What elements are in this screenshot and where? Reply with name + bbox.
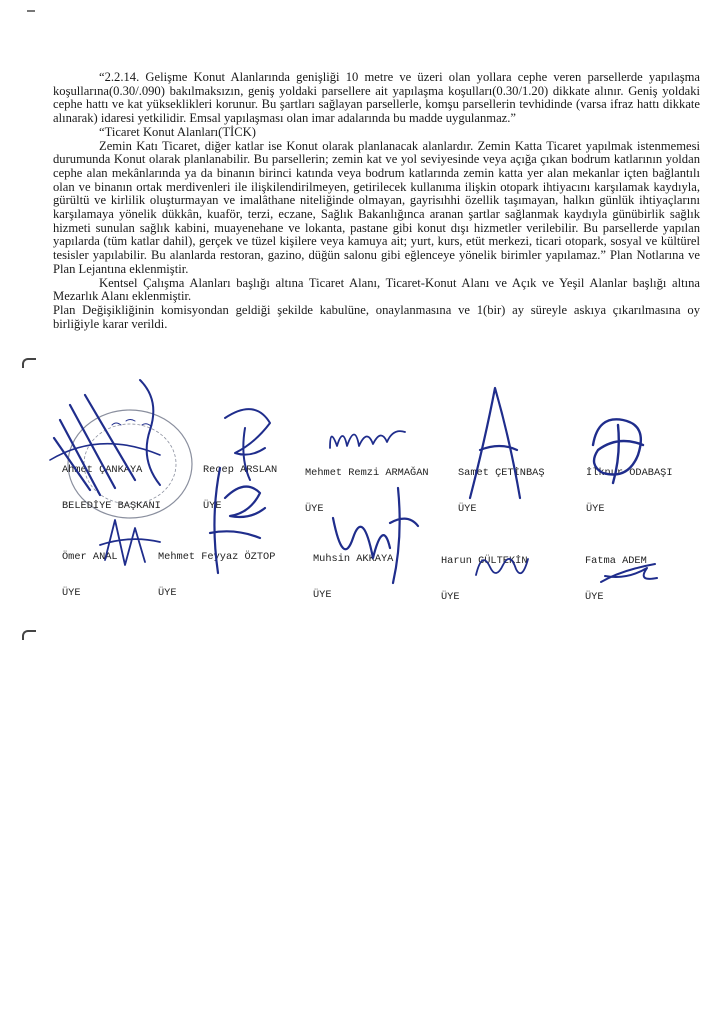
signatory-name: Harun GÜLTEKİN (441, 555, 528, 567)
signatory-title: ÜYE (305, 503, 324, 515)
signatory-name: Recep ARSLAN (203, 464, 278, 476)
signature-muhsin-akkaya (328, 478, 423, 588)
signatory-title: ÜYE (441, 591, 460, 603)
margin-bracket (22, 630, 36, 640)
signatory-name: Fatma ADEM (585, 555, 647, 567)
signatory-name: Muhsin AKKAYA (313, 553, 394, 565)
signatory-title: BELEDİYE BAŞKANI (62, 500, 161, 512)
signatory-title: ÜYE (585, 591, 604, 603)
signatory-title: ÜYE (158, 587, 177, 599)
signature-ilknur-odabasi (583, 405, 658, 485)
signatory-name: Ahmet ÇANKAYA (62, 464, 143, 476)
signatory-name: İlknur ODABAŞI (586, 467, 673, 479)
paragraph-decision: Plan Değişikliğinin komisyondan geldiği şekilde kabulüne, onaylanmasına ve 1(bir) ay süreyle askıya çıkarılmasına oy birliğiyle karar verildi. (53, 302, 700, 331)
signatory-name: Mehmet Remzi ARMAĞAN (305, 467, 429, 479)
signature-fatma-adem (597, 558, 662, 588)
signatory-name: Samet ÇETİNBAŞ (458, 467, 545, 479)
signature-mehmet-feyyaz-oztop (190, 458, 278, 578)
scan-mark (27, 10, 35, 12)
paragraph-article-2-2-14: “2.2.14. Gelişme Konut Alanlarında genişliği 10 metre ve üzeri olan yollara cephe veren parsellerde yapılaşma koşullarına(0.30/.090) bakılmaksızın, geniş yoldaki parsellere ait yapılaşma koşulları(0.30/1.20) dikkate alınır. Geniş yoldaki cephe hattı ve kat yükseklikleri korunur. Bu şartları sağlayan parsellerle, komşu parsellerin tevhidinde (varsa ifraz hattı dikkate alınarak) idaresi yetkilidir. Emsal yapılaşması olan imar adalarında bu madde uygulanmaz.” (53, 70, 700, 126)
signature-mehmet-remzi-armagan (325, 418, 410, 458)
document-body (53, 71, 700, 331)
margin-bracket (22, 358, 36, 368)
signature-omer-anal (95, 510, 165, 570)
signatory-title: ÜYE (313, 589, 332, 601)
signatory-name: Ömer ANAL (62, 551, 118, 563)
paragraph-heading-tick: “Ticaret Konut Alanları(TİCK) (99, 124, 256, 139)
paragraph-tick-description: Zemin Katı Ticaret, diğer katlar ise Konut olarak planlanacak alanlardır. Zemin Katta Ticaret yapılmak istenmemesi durumunda Konut olarak planlanabilir. Bu parsellerin; zemin kat ve yol seviyesinde veya açığa çıkan bodrum katlarının yoldan cephe alan mekânlarında ya da binanın birinci katında veya bodrum katlarında zemin katta yer alan mekanlar içten bağlantılı olan ve binanın ortak merdivenleri ile ilişkilendirilmeyen, getirilecek kullanıma ilişkin otopark ihtiyacını karşılamak kaydıyla, gürültü ve kirlilik oluşturmayan ve imalâthane niteliğinde olmayan, gayrisıhhi özellik taşımayan, halkın günlük ihtiyaçlarını karşılamaya yönelik dükkân, kuaför, terzi, eczane, Sağlık Bakanlığınca aranan şartlar sağlanmak kaydıyla günübirlik sağlık hizmeti sunulan sağlık kabini, muayenehane ve lokanta, pastane gibi konut dışı hizmetler verilebilir. Bu parsellerde yapılan yapılarda (tüm katlar dahil), gerçek ve tüzel kişilere veya kamuya ait; yurt, kurs, etüt merkezi, ticari otopark, sosyal ve kültürel tesisler yapılabilir. Bu alanlarda restoran, gazino, düğün salonu gibi eğlenceye yönelik birimler yapılamaz.” Plan Notlarına ve Plan Lejantına eklenmiştir. (53, 138, 700, 276)
signatory-title: ÜYE (586, 503, 605, 515)
paragraph-urban-work-areas: Kentsel Çalışma Alanları başlığı altına Ticaret Alanı, Ticaret-Konut Alanı ve Açık ve Yeşil Alanlar başlığı altına Mezarlık Alanı eklenmiştir. (53, 275, 700, 304)
signature-mayor (40, 360, 200, 505)
signatory-title: ÜYE (62, 587, 81, 599)
signatory-title: ÜYE (203, 500, 222, 512)
signatory-name: Mehmet Feyyaz ÖZTOP (158, 551, 276, 563)
signature-samet-cetinbas (455, 380, 535, 505)
signature-harun-gultekin (468, 545, 533, 585)
signatory-title: ÜYE (458, 503, 477, 515)
